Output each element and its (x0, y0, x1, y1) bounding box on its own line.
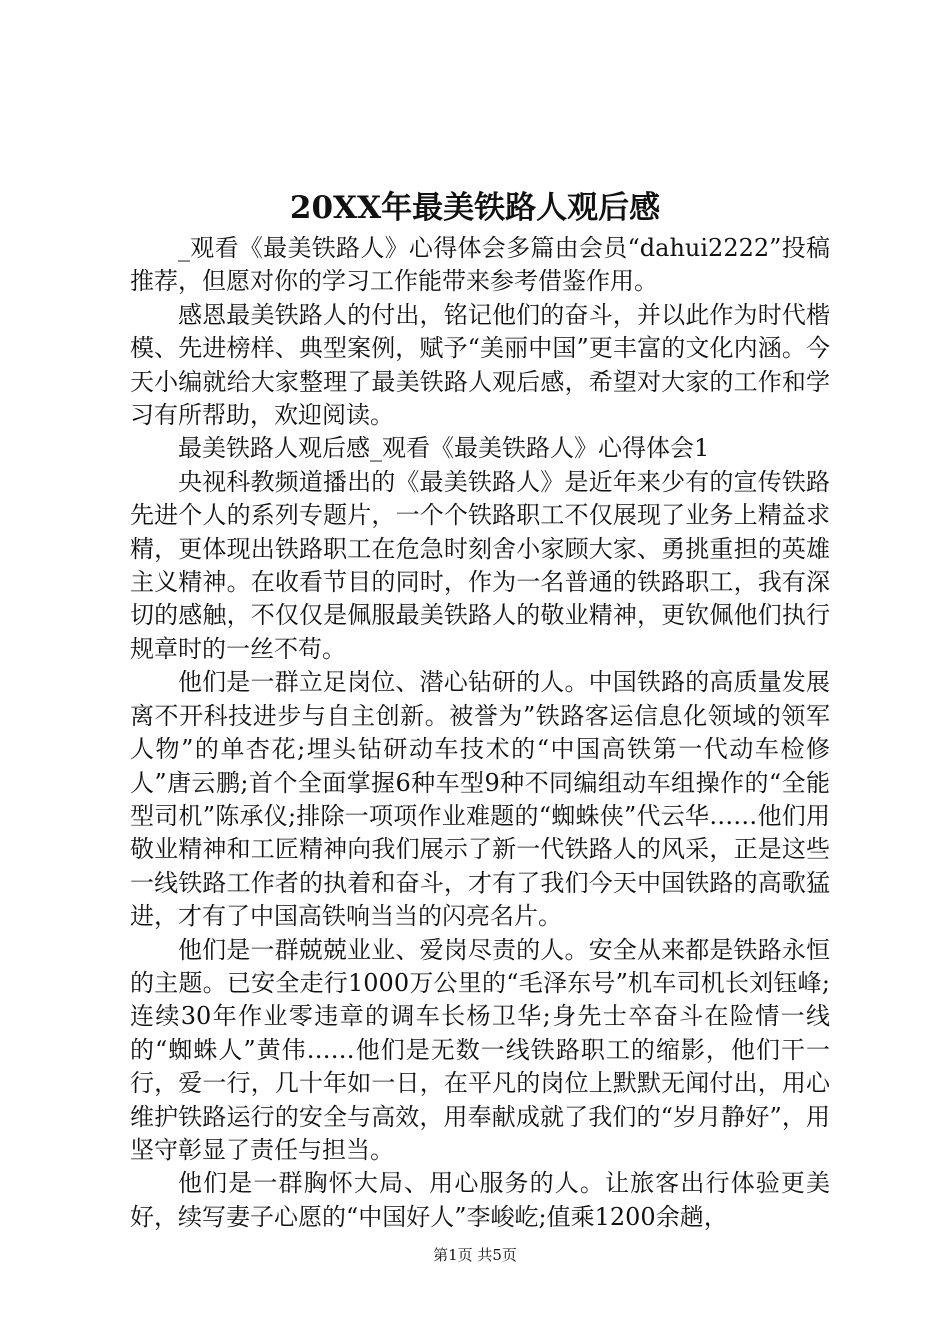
paragraph-cctv: 央视科教频道播出的《最美铁路人》是近年来少有的宣传铁路先进个人的系列专题片，一个个铁路职工不仅展现了业务上精益求精，更体现出铁路职工在危急时刻舍小家顾大家、勇挑重担的英雄主义精神。在收看节目的同时，作为一名普通的铁路职工，我有深切的感触，不仅仅是佩服最美铁路人的敬业精神，更钦佩他们执行规章时的一丝不苟。 (130, 467, 830, 663)
document-title: 20XX年最美铁路人观后感 (289, 190, 661, 226)
paragraph-service: 他们是一群胸怀大局、用心服务的人。让旅客出行体验更美好，续写妻子心愿的“中国好人”李峻屹;值乘1200余趟， (130, 1169, 830, 1231)
paragraph-innovation: 他们是一群立足岗位、潜心钻研的人。中国铁路的高质量发展离不开科技进步与自主创新。被誉为”铁路客运信息化领域的领军人物”的单杏花;埋头钻研动车技术的“中国高铁第一代动车检修人”唐云鹏;首个全面掌握6种车型9种不同编组动车组操作的“全能型司机”陈承仪;排除一项项作业难题的“蜘蛛侠”代云华……他们用敬业精神和工匠精神向我们展示了新一代铁路人的风采，正是这些一线铁路工作者的执着和奋斗，才有了我们今天中国铁路的高歌猛进，才有了中国高铁响当当的闪亮名片。 (130, 668, 830, 931)
paragraph-gratitude: 感恩最美铁路人的付出，铭记他们的奋斗，并以此作为时代楷模、先进榜样、典型案例，赋予“美丽中国”更丰富的文化内涵。今天小编就给大家整理了最美铁路人观后感，希望对大家的工作和学习有所帮助，欢迎阅读。 (130, 300, 830, 430)
document-body (130, 232, 830, 1234)
page-number: 第1页 共5页 (433, 1246, 517, 1264)
paragraph-safety: 他们是一群兢兢业业、爱岗尽责的人。安全从来都是铁路永恒的主题。已安全走行1000万公里的“毛泽东号”机车司机长刘钰峰;连续30年作业零违章的调车长杨卫华;身先士卒奋斗在险情一线的“蜘蛛人”黄伟……他们是无数一线铁路职工的缩影，他们干一行，爱一行，几十年如一日，在平凡的岗位上默默无闻付出，用心维护铁路运行的安全与高效，用奉献成就了我们的“岁月静好”，用坚守彰显了责任与担当。 (130, 935, 830, 1164)
paragraph-intro: _观看《最美铁路人》心得体会多篇由会员“dahui2222”投稿推荐，但愿对你的学习工作能带来参考借鉴作用。 (130, 234, 830, 296)
section-heading: 最美铁路人观后感_观看《最美铁路人》心得体会1 (178, 434, 710, 463)
